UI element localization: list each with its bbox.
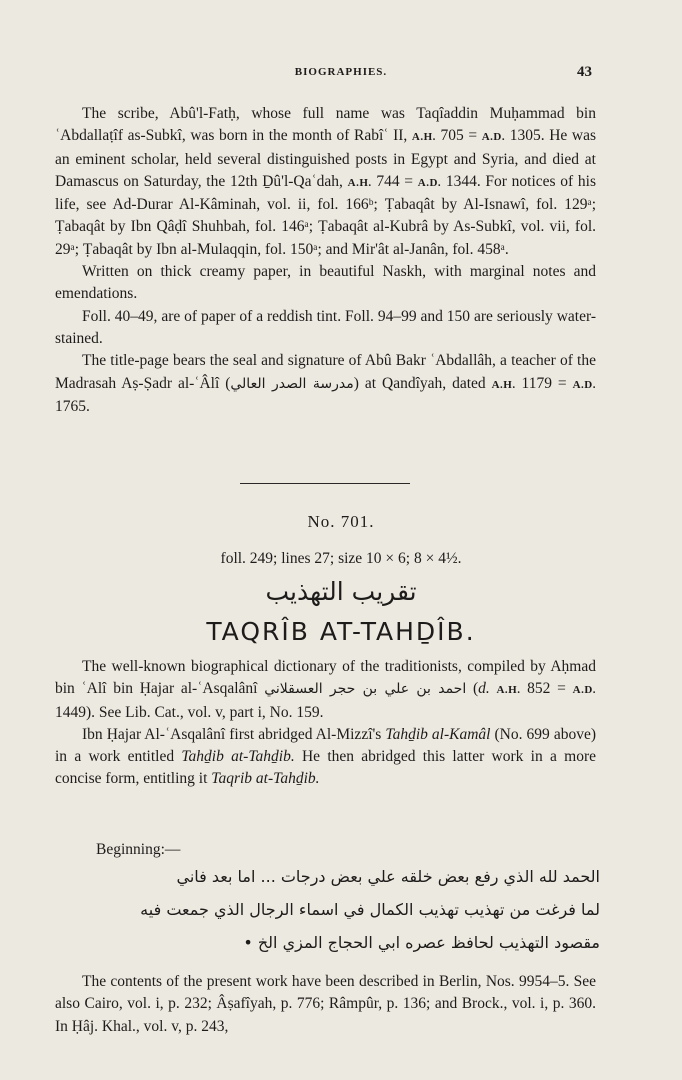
entry-title: TAQRÎB AT-TAHḎÎB. (206, 617, 476, 646)
scribe-paragraph: The scribe, Abû'l-Fatḥ, whose full name was Taqîaddin Muḥammad bin ʿAbdallaṭîf as-Subkî, was born in the month of Rabîʿ II, A.H. 705 = A.D. 1305. He was an eminent scholar, held several distinguished posts in Egypt and Syria, and died at Damascus on Saturday, the 12th Ḏû'l-Qaʿdah, A.H. 744 = A.D. 1344. For notices of his life, see Ad-Durar Al-Kâminah, vol. ii, fol. 166ᵇ; Ṭabaqât by Al-Isnawî, fol. 129ᵃ; Ṭabaqât by Ibn Qâḍî Shuhbah, fol. 146ᵃ; Ṭabaqât al-Kubrâ by As-Subkî, vol. vii, fol. 29ᵃ; Ṭabaqât by Ibn al-Mulaqqin, fol. 150ᵃ; and Mir'ât al-Janân, fol. 458ᵃ. (55, 105, 597, 258)
arabic-incipit-line-2: لما فرغت من تهذيب تهذيب الكمال في اسماء الرجال الذي جمعت فيه (140, 900, 600, 919)
abridgement-paragraph: Ibn Ḥajar Al-ʿAsqalânî first abridged Al-Mizzî's Tahḏib al-Kamâl (No. 699 above) in a work entitled Tahḏib at-Tahḏib. He then abridged this latter work in a more concise form, entitling it Taqrib at-Tahḏib. (55, 725, 597, 788)
running-head: BIOGRAPHIES. (294, 66, 388, 78)
preceding-entry-text (55, 103, 596, 418)
arabic-title: تقريب التهذيب (265, 577, 417, 606)
entry-description (55, 656, 596, 791)
arabic-author-name: احمد بن علي بن حجر العسقلاني (264, 681, 467, 698)
page-number: 43 (577, 64, 592, 80)
entry-number: No. 701. (307, 512, 375, 531)
folio-paragraph: Foll. 40–49, are of paper of a reddish tint. Foll. 94–99 and 150 are seriously water-stained. (55, 307, 596, 347)
dictionary-paragraph: The well-known biographical dictionary of the traditionists, compiled by Aḥmad bin ʿAlî bin Ḥajar al-ʿAsqalânî احمد بن علي بن حجر العسقلاني (d. A.H. 852 = A.D. 1449). See Lib. Cat., vol. v, part i, No. 159. (55, 658, 597, 721)
beginning-label: Beginning:— (96, 841, 181, 858)
arabic-incipit-line-1: الحمد لله الذي رفع بعض خلقه علي بعض درجات ... اما بعد فاني (176, 867, 600, 886)
contents-text (55, 971, 596, 1038)
page-header (0, 64, 682, 84)
folio-details: foll. 249; lines 27; size 10 × 6; 8 × 4½. (220, 550, 462, 567)
paper-paragraph: Written on thick creamy paper, in beautiful Naskh, with marginal notes and emendations. (55, 263, 596, 303)
arabic-madrasah-name: مدرسة الصدر العالي (230, 375, 354, 392)
arabic-incipit-line-3: مقصود التهذيب لحافظ عصره ابي الحجاج المزي الخ • (243, 933, 600, 952)
contents-paragraph: The contents of the present work have been described in Berlin, Nos. 9954–5. See also Cairo, vol. i, p. 232; Âṣafîyah, p. 776; Râmpûr, p. 136; and Brock., vol. i, p. 360. In Ḥâj. Khal., vol. v, p. 243, (55, 973, 596, 1035)
title-page-paragraph: The title-page bears the seal and signature of Abû Bakr ʿAbdallâh, a teacher of the Madrasah Aṣ-Ṣadr al-ʿÂlî (مدرسة الصدر العالي) at Qandîyah, dated A.H. 1179 = A.D. 1765. (55, 352, 596, 415)
section-divider (240, 483, 410, 484)
